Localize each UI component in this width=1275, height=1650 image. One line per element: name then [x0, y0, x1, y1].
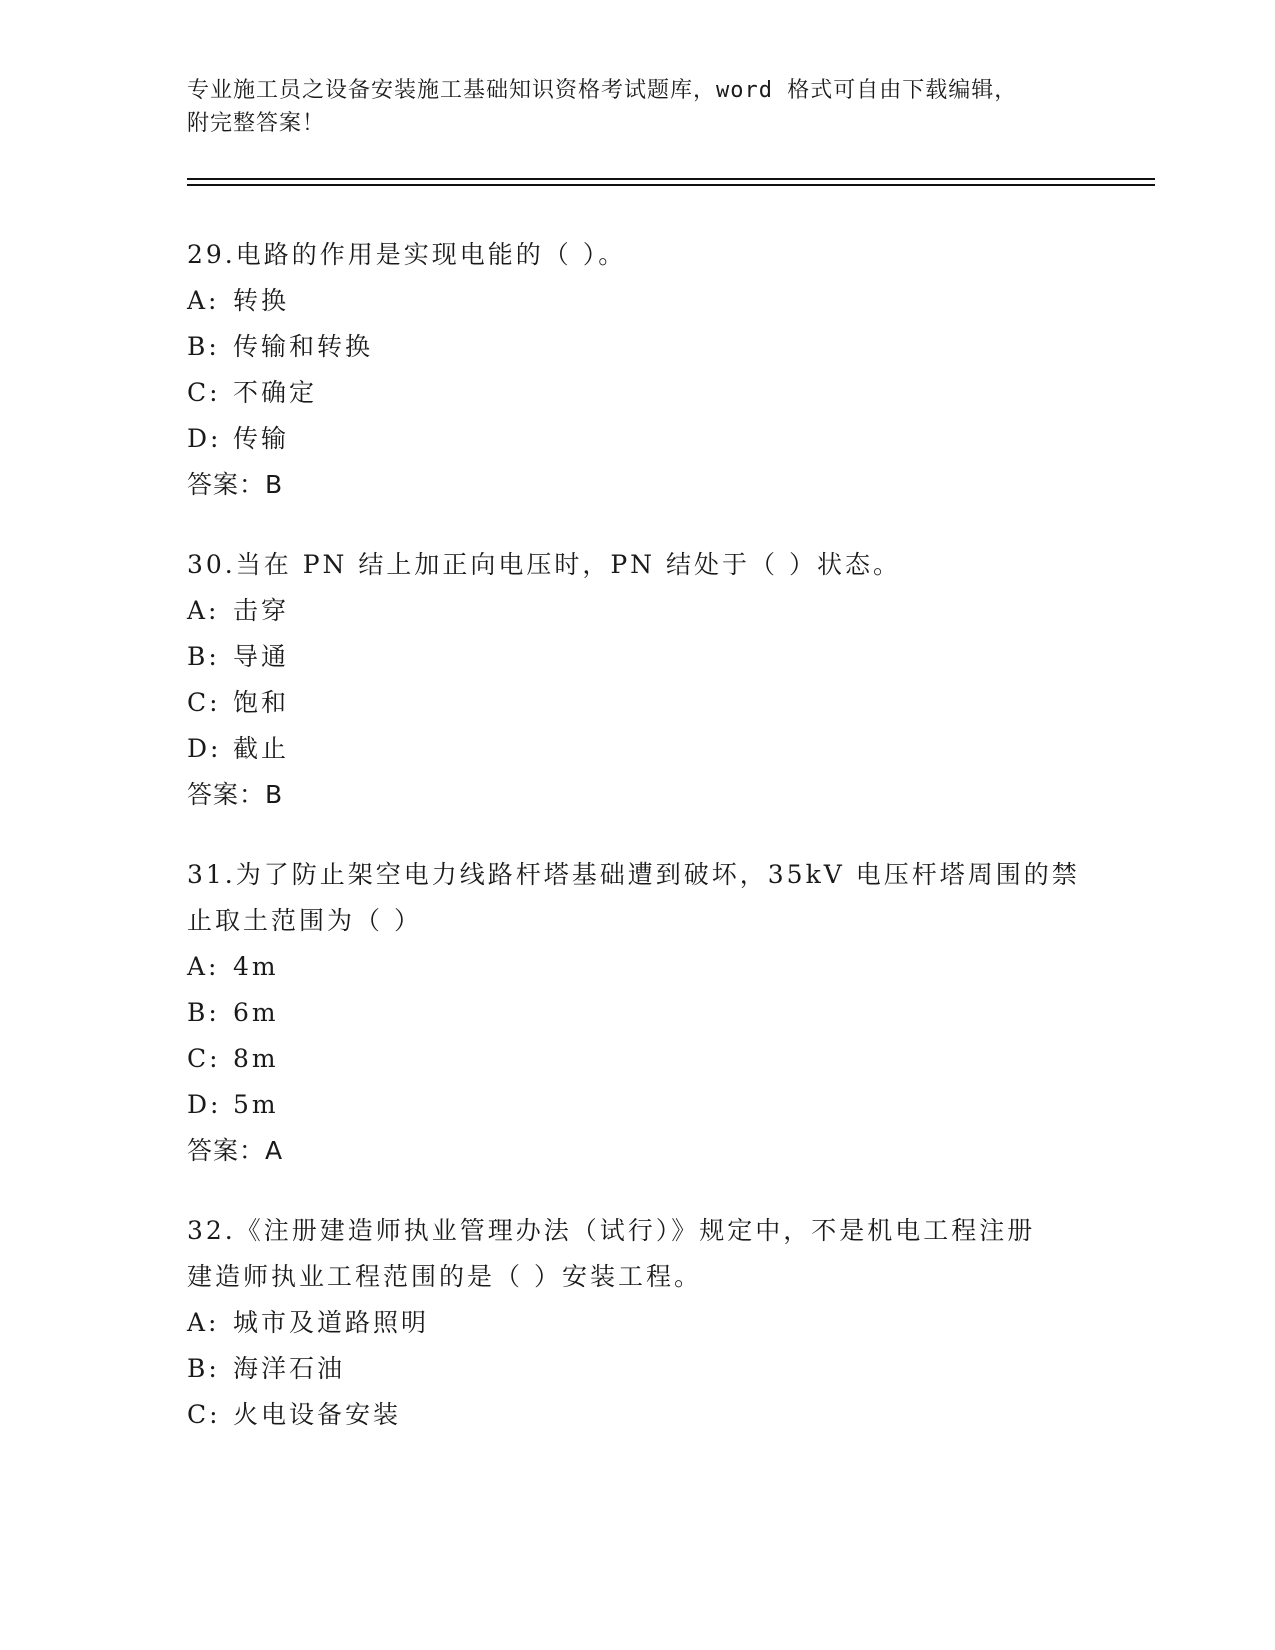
question-stem: 建造师执业工程范围的是（ ）安装工程。: [187, 1262, 702, 1291]
option-letter: B:: [187, 1354, 220, 1383]
option-row: [187, 944, 1107, 990]
option-letter: C:: [187, 688, 221, 717]
option-letter: D:: [187, 424, 222, 453]
option-text: 导通: [233, 642, 290, 671]
option-text: 火电设备安装: [233, 1400, 402, 1429]
option-letter: C:: [187, 1044, 221, 1073]
option-letter: A:: [187, 952, 220, 981]
option-row: [187, 1082, 1107, 1128]
option-row: [187, 634, 1107, 680]
header-divider-bottom: [187, 184, 1155, 186]
answer-line: 答案：B: [187, 780, 284, 809]
option-text: 截止: [233, 734, 290, 763]
option-text: 不确定: [233, 378, 318, 407]
option-letter: B:: [187, 642, 220, 671]
header-divider-top: [187, 178, 1155, 180]
question-stem: 止取土范围为（ ）: [187, 906, 422, 935]
option-row: [187, 726, 1107, 772]
option-text: 海洋石油: [233, 1354, 346, 1383]
option-row: [187, 370, 1107, 416]
option-letter: B:: [187, 332, 220, 361]
option-text: 转换: [233, 286, 290, 315]
question-block: [187, 542, 1107, 818]
question-stem: 30.当在 PN 结上加正向电压时，PN 结处于（ ）状态。: [187, 550, 901, 579]
question-stem: 31.为了防止架空电力线路杆塔基础遭到破坏，35kV 电压杆塔周围的禁: [187, 860, 1080, 889]
option-letter: D:: [187, 1090, 222, 1119]
option-letter: C:: [187, 1400, 221, 1429]
option-text: 8m: [233, 1044, 279, 1073]
option-text: 4m: [233, 952, 279, 981]
question-stem: 29.电路的作用是实现电能的（ ）。: [187, 240, 627, 269]
question-list: [187, 232, 1107, 1472]
answer-line: 答案：B: [187, 470, 284, 499]
option-row: [187, 680, 1107, 726]
header-line-2: 附完整答案！: [187, 111, 326, 136]
question-block: [187, 232, 1107, 508]
option-letter: A:: [187, 286, 220, 315]
option-row: [187, 1300, 1107, 1346]
question-block: [187, 1208, 1107, 1438]
question-stem: 32.《注册建造师执业管理办法（试行）》规定中，不是机电工程注册: [187, 1216, 1036, 1245]
option-row: [187, 1346, 1107, 1392]
option-text: 传输: [233, 424, 290, 453]
option-row: [187, 588, 1107, 634]
option-row: [187, 278, 1107, 324]
option-row: [187, 1392, 1107, 1438]
option-row: [187, 990, 1107, 1036]
header-line-1: 专业施工员之设备安装施工基础知识资格考试题库，word 格式可自由下载编辑，: [187, 78, 1018, 103]
option-row: [187, 324, 1107, 370]
option-letter: A:: [187, 1308, 220, 1337]
option-text: 饱和: [233, 688, 290, 717]
option-letter: B:: [187, 998, 220, 1027]
option-text: 城市及道路照明: [233, 1308, 430, 1337]
document-header: [187, 74, 1087, 140]
option-text: 6m: [233, 998, 279, 1027]
question-block: [187, 852, 1107, 1174]
option-row: [187, 416, 1107, 462]
answer-line: 答案：A: [187, 1136, 284, 1165]
option-letter: D:: [187, 734, 222, 763]
option-letter: A:: [187, 596, 220, 625]
option-text: 5m: [233, 1090, 279, 1119]
option-text: 传输和转换: [233, 332, 374, 361]
option-letter: C:: [187, 378, 221, 407]
option-text: 击穿: [233, 596, 290, 625]
option-row: [187, 1036, 1107, 1082]
